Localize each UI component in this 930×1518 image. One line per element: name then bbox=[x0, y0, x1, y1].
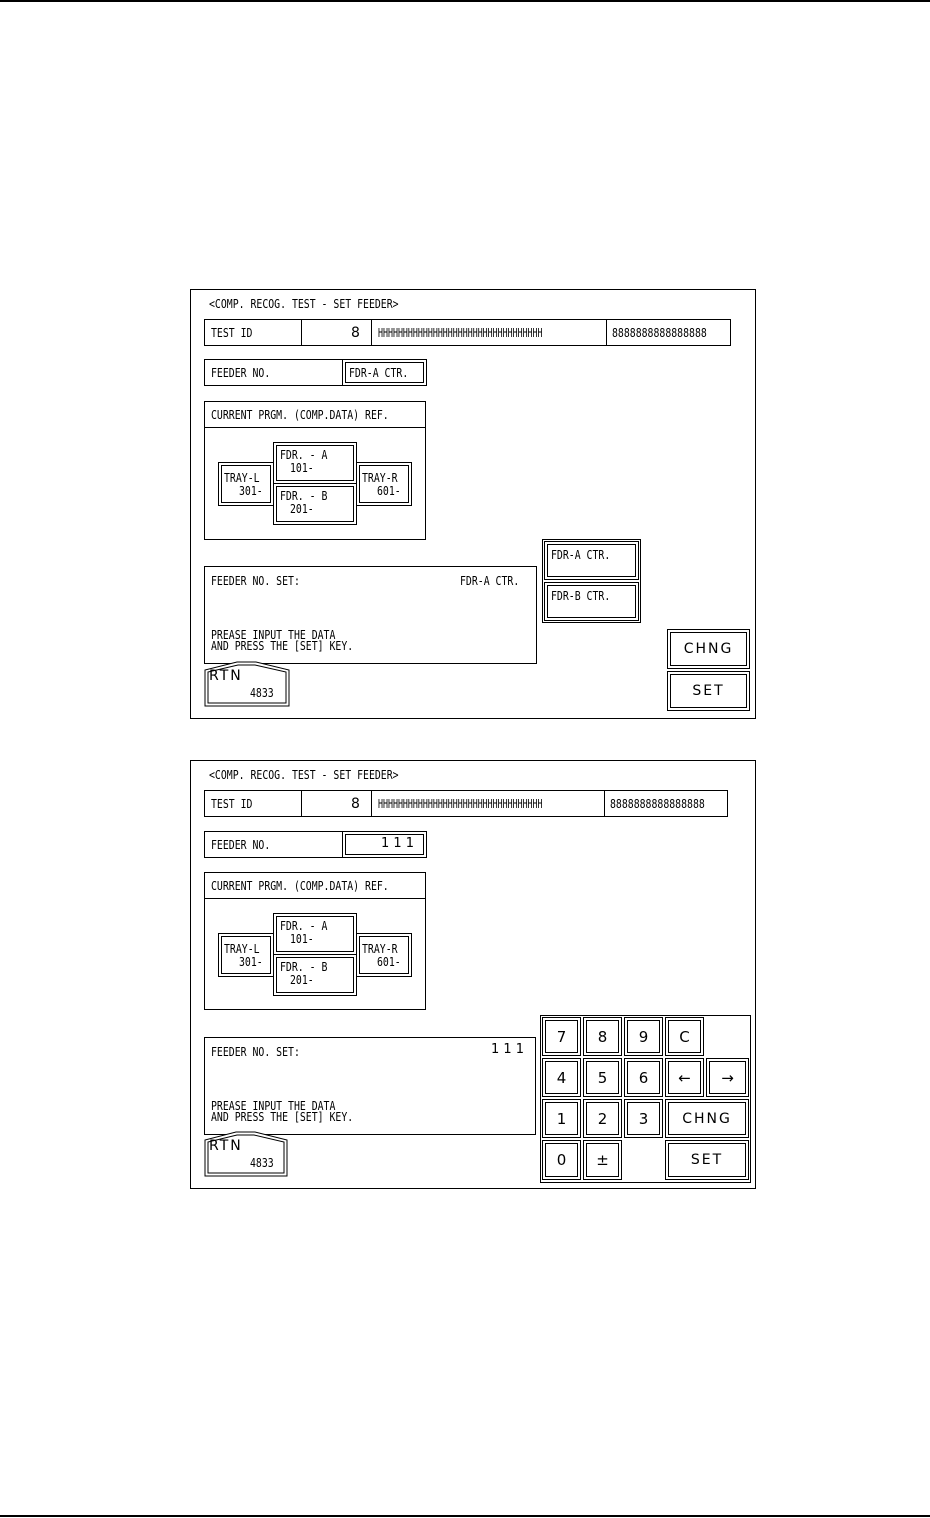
ref-title: CURRENT PRGM. (COMP.DATA) REF. bbox=[211, 879, 389, 893]
key-8[interactable]: 8 bbox=[583, 1017, 622, 1056]
top-rule bbox=[0, 0, 930, 2]
test-id-label: TEST ID bbox=[211, 326, 253, 340]
test-id-code: 8888888888888888 bbox=[612, 326, 707, 340]
rtn-label: RTN bbox=[209, 668, 243, 684]
option-fdr-a[interactable] bbox=[544, 541, 639, 580]
test-id-label: TEST ID bbox=[211, 797, 253, 811]
fdr-b-value: 201- bbox=[290, 973, 314, 987]
message-box bbox=[204, 566, 537, 664]
key-7[interactable]: 7 bbox=[542, 1017, 581, 1056]
key-plus-minus[interactable]: ± bbox=[583, 1140, 622, 1180]
option-fdr-b-label: FDR-B CTR. bbox=[551, 589, 611, 603]
message-box bbox=[204, 1037, 536, 1135]
fdr-a-button[interactable] bbox=[273, 442, 357, 484]
feeder-no-field[interactable] bbox=[342, 831, 427, 858]
tray-r-label: TRAY-R bbox=[362, 471, 398, 485]
tray-l-button[interactable] bbox=[218, 933, 274, 977]
fdr-a-value: 101- bbox=[290, 461, 314, 475]
fdr-b-label: FDR. - B bbox=[280, 489, 328, 503]
fdr-a-button[interactable] bbox=[273, 913, 357, 955]
bottom-rule bbox=[0, 1515, 930, 1517]
key-6[interactable]: 6 bbox=[624, 1058, 663, 1097]
message-line-2: AND PRESS THE [SET] KEY. bbox=[211, 1110, 354, 1124]
test-id-bar bbox=[204, 790, 728, 817]
message-line-1: PREASE INPUT THE DATA bbox=[211, 628, 336, 642]
fdr-b-button[interactable] bbox=[273, 483, 357, 525]
fdr-a-value: 101- bbox=[290, 932, 314, 946]
feeder-no-label: FEEDER NO. bbox=[211, 366, 271, 380]
feeder-no-value: 1 1 1 bbox=[381, 836, 415, 851]
tray-l-label: TRAY-L bbox=[224, 471, 260, 485]
chng-label: CHNG bbox=[683, 641, 734, 657]
rtn-code: 4833 bbox=[250, 1156, 274, 1170]
key-0[interactable]: 0 bbox=[542, 1140, 581, 1180]
screen-title: <COMP. RECOG. TEST - SET FEEDER> bbox=[209, 768, 399, 782]
screen-feeder-select bbox=[190, 289, 756, 719]
key-clear[interactable]: C bbox=[665, 1017, 704, 1056]
test-id-value: 8 bbox=[351, 325, 360, 341]
message-line-2: AND PRESS THE [SET] KEY. bbox=[211, 639, 354, 653]
chng-button[interactable]: CHNG bbox=[665, 1099, 749, 1138]
key-5[interactable]: 5 bbox=[583, 1058, 622, 1097]
screen-title: <COMP. RECOG. TEST - SET FEEDER> bbox=[209, 297, 399, 311]
feeder-no-field[interactable] bbox=[342, 359, 427, 386]
tray-r-value: 601- bbox=[377, 955, 401, 969]
fdr-b-button[interactable] bbox=[273, 954, 357, 996]
chng-button[interactable] bbox=[667, 629, 750, 669]
test-id-name: HHHHHHHHHHHHHHHHHHHHHHHHHHHHHHHHH bbox=[378, 797, 543, 811]
test-id-value: 8 bbox=[351, 796, 360, 812]
test-id-bar bbox=[204, 319, 731, 346]
key-3[interactable]: 3 bbox=[624, 1099, 663, 1138]
test-id-name: HHHHHHHHHHHHHHHHHHHHHHHHHHHHHHHHH bbox=[378, 326, 543, 340]
tray-l-button[interactable] bbox=[218, 462, 274, 506]
key-2[interactable]: 2 bbox=[583, 1099, 622, 1138]
tray-r-value: 601- bbox=[377, 484, 401, 498]
rtn-code: 4833 bbox=[250, 686, 274, 700]
tray-r-label: TRAY-R bbox=[362, 942, 398, 956]
message-line-1: PREASE INPUT THE DATA bbox=[211, 1099, 336, 1113]
tray-r-button[interactable] bbox=[356, 462, 412, 506]
key-right-arrow-icon[interactable]: → bbox=[706, 1058, 749, 1097]
tray-l-value: 301- bbox=[239, 955, 263, 969]
tray-l-value: 301- bbox=[239, 484, 263, 498]
tray-r-button[interactable] bbox=[356, 933, 412, 977]
fdr-b-value: 201- bbox=[290, 502, 314, 516]
feeder-no-value: FDR-A CTR. bbox=[349, 366, 409, 380]
ref-title-box bbox=[204, 872, 426, 899]
ref-title: CURRENT PRGM. (COMP.DATA) REF. bbox=[211, 408, 389, 422]
option-fdr-b[interactable] bbox=[544, 582, 639, 621]
key-1[interactable]: 1 bbox=[542, 1099, 581, 1138]
set-button[interactable]: SET bbox=[665, 1140, 749, 1180]
message-value: 1 1 1 bbox=[491, 1042, 525, 1057]
rtn-label: RTN bbox=[209, 1138, 243, 1154]
ref-title-box bbox=[204, 401, 426, 428]
set-label: SET bbox=[692, 683, 725, 699]
fdr-a-label: FDR. - A bbox=[280, 919, 328, 933]
key-4[interactable]: 4 bbox=[542, 1058, 581, 1097]
tray-l-label: TRAY-L bbox=[224, 942, 260, 956]
feeder-no-label: FEEDER NO. bbox=[211, 838, 271, 852]
key-left-arrow-icon[interactable]: ← bbox=[665, 1058, 704, 1097]
message-value: FDR-A CTR. bbox=[460, 574, 520, 588]
option-fdr-a-label: FDR-A CTR. bbox=[551, 548, 611, 562]
set-button[interactable] bbox=[667, 671, 750, 711]
message-label: FEEDER NO. SET: bbox=[211, 1045, 300, 1059]
fdr-a-label: FDR. - A bbox=[280, 448, 328, 462]
test-id-code: 8888888888888888 bbox=[610, 797, 705, 811]
message-label: FEEDER NO. SET: bbox=[211, 574, 300, 588]
key-9[interactable]: 9 bbox=[624, 1017, 663, 1056]
screen-feeder-keypad bbox=[190, 760, 756, 1189]
fdr-b-label: FDR. - B bbox=[280, 960, 328, 974]
